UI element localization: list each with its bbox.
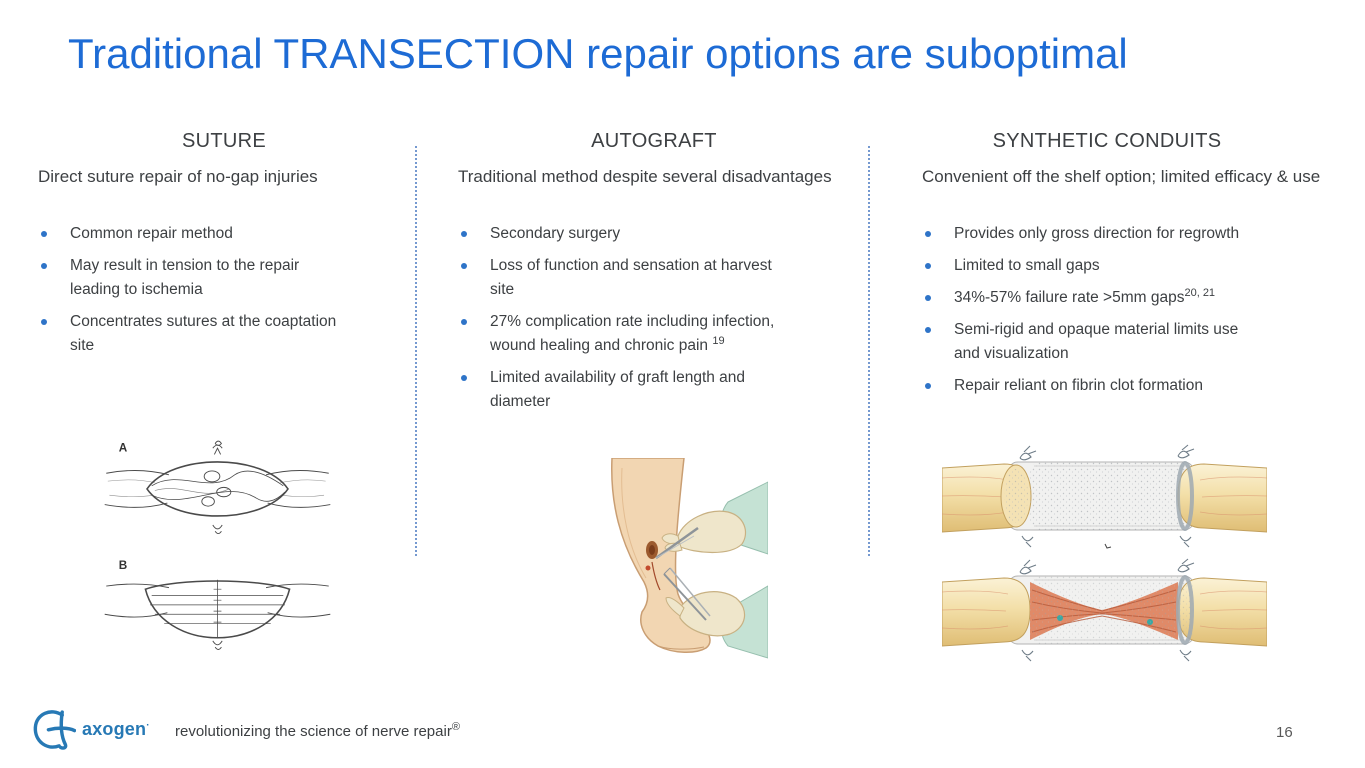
bullet-item: Common repair method — [38, 222, 353, 246]
bullet-dot — [41, 319, 47, 325]
bullet-dot — [461, 319, 467, 325]
axogen-logo-text: axogen· — [82, 718, 150, 739]
column-autograft-header: AUTOGRAFT — [591, 130, 717, 152]
bullet-item: 27% complication rate including infection, wound healing and chronic pain $^{19}$ — [458, 310, 798, 358]
bullet-item: May result in tension to the repair leading to ischemia — [38, 254, 353, 302]
suture-repair-illustration — [100, 420, 335, 655]
bullet-dot — [461, 375, 467, 381]
conduit-empty-panel — [942, 445, 1267, 548]
bullet-dot — [925, 263, 931, 269]
axogen-logo — [30, 706, 150, 752]
column-autograft-subtitle: Traditional method despite several disadvantages — [458, 167, 832, 186]
column-suture-subtitle: Direct suture repair of no-gap injuries — [38, 167, 318, 186]
slide-title: Traditional TRANSECTION repair options are suboptimal — [68, 30, 1128, 77]
bullet-dot — [925, 383, 931, 389]
bullet-dot — [925, 295, 931, 301]
bullet-item: Loss of function and sensation at harvest site — [458, 254, 798, 302]
page-number: 16 — [1276, 724, 1293, 741]
bullet-item: Limited availability of graft length and diameter — [458, 366, 798, 414]
footer-tagline: revolutionizing the science of nerve repair® — [175, 721, 460, 740]
column-synthetic-conduits — [922, 130, 1322, 406]
bullet-dot — [925, 327, 931, 333]
conduit-regeneration-panel — [942, 559, 1267, 661]
suture-panel-b-label: B — [118, 558, 128, 572]
column-synthetic-conduits-subtitle: Convenient off the shelf option; limited efficacy & use — [922, 167, 1321, 186]
column-divider — [415, 146, 417, 556]
bullet-item: Secondary surgery — [458, 222, 798, 246]
bullet-dot — [461, 231, 467, 237]
bullet-dot — [925, 231, 931, 237]
column-autograft — [458, 130, 850, 422]
bullet-item: Repair reliant on fibrin clot formation — [922, 374, 1262, 398]
bullet-dot — [41, 263, 47, 269]
bullet-item: Semi-rigid and opaque material limits use and visualization — [922, 318, 1262, 366]
column-suture — [38, 130, 410, 366]
bullet-item: Provides only gross direction for regrowth — [922, 222, 1262, 246]
axogen-logo-icon — [30, 706, 76, 752]
column-suture-bullets — [38, 222, 353, 358]
autograft-harvest-illustration — [560, 458, 768, 666]
column-synthetic-conduits-header: SYNTHETIC CONDUITS — [992, 130, 1222, 152]
bullet-item: Limited to small gaps — [922, 254, 1262, 278]
column-suture-header: SUTURE — [181, 130, 267, 152]
column-divider — [868, 146, 870, 556]
column-autograft-bullets — [458, 222, 798, 414]
synthetic-conduit-illustration — [942, 444, 1267, 664]
bullet-dot — [41, 231, 47, 237]
surgeon-glove-upper — [678, 511, 746, 552]
bullet-item: 34%-57% failure rate >5mm gaps$^{20, 21}$ — [922, 286, 1262, 310]
suture-panel-a-label: A — [118, 441, 128, 455]
column-synthetic-conduits-bullets — [922, 222, 1262, 398]
bullet-dot — [461, 263, 467, 269]
bullet-item: Concentrates sutures at the coaptation site — [38, 310, 353, 358]
